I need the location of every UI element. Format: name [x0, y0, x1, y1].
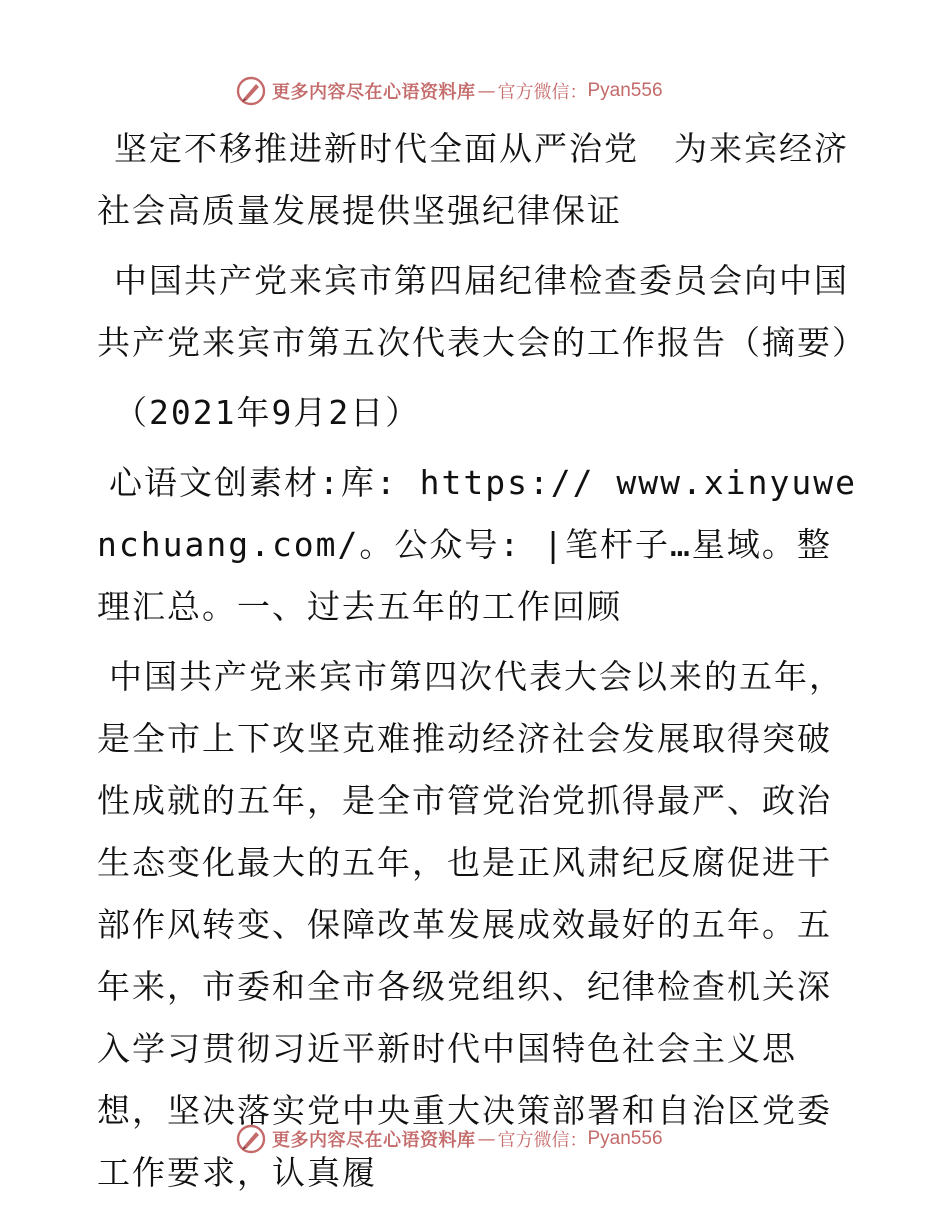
document-paragraph: 中国共产党来宾市第四次代表大会以来的五年，是全市上下攻坚克难推动经济社会发展取得突破性成就的五年，是全市管党治党抓得最严、政治生态变化最大的五年，也是正风肃纪反腐促进干部作风转变、保障改革发展成效最好的五年。五年来，市委和全市各级党组织、纪律检查机关深入学习贯彻习近平新时代中国特色社会主义思想，坚决落实党中央重大决策部署和自治区党委工作要求，认真履	[97, 657, 844, 1192]
document-title-sub: 中国共产党来宾市第四届纪律检查委员会向中国共产党来宾市第五次代表大会的工作报告（摘要）	[97, 261, 867, 362]
watermark-separator: —	[477, 1128, 496, 1150]
watermark-wechat-label: 官方微信：	[497, 1130, 588, 1151]
header-watermark	[236, 74, 663, 108]
document-source-line: 心语文创素材:库: https:// www.xinyuwenchuang.com/。公众号: |笔杆子…星域。整理汇总。一、过去五年的工作回顾	[97, 463, 857, 626]
watermark-separator: —	[477, 80, 496, 102]
document-date: （2021年9月2日）	[114, 393, 421, 432]
watermark-text: 更多内容尽在心语资料库	[272, 82, 476, 103]
document-body	[97, 118, 867, 1204]
watermark-text: 更多内容尽在心语资料库	[272, 1130, 476, 1151]
watermark-wechat-label: 官方微信：	[497, 82, 588, 103]
footer-watermark	[236, 1122, 663, 1156]
document-title-main: 坚定不移推进新时代全面从严治党 为来宾经济社会高质量发展提供坚强纪律保证	[97, 129, 849, 230]
pen-logo-icon	[236, 76, 266, 106]
watermark-wechat-id: Pyan556	[587, 80, 663, 101]
pen-logo-icon	[236, 1124, 266, 1154]
watermark-wechat-id: Pyan556	[587, 1128, 663, 1149]
